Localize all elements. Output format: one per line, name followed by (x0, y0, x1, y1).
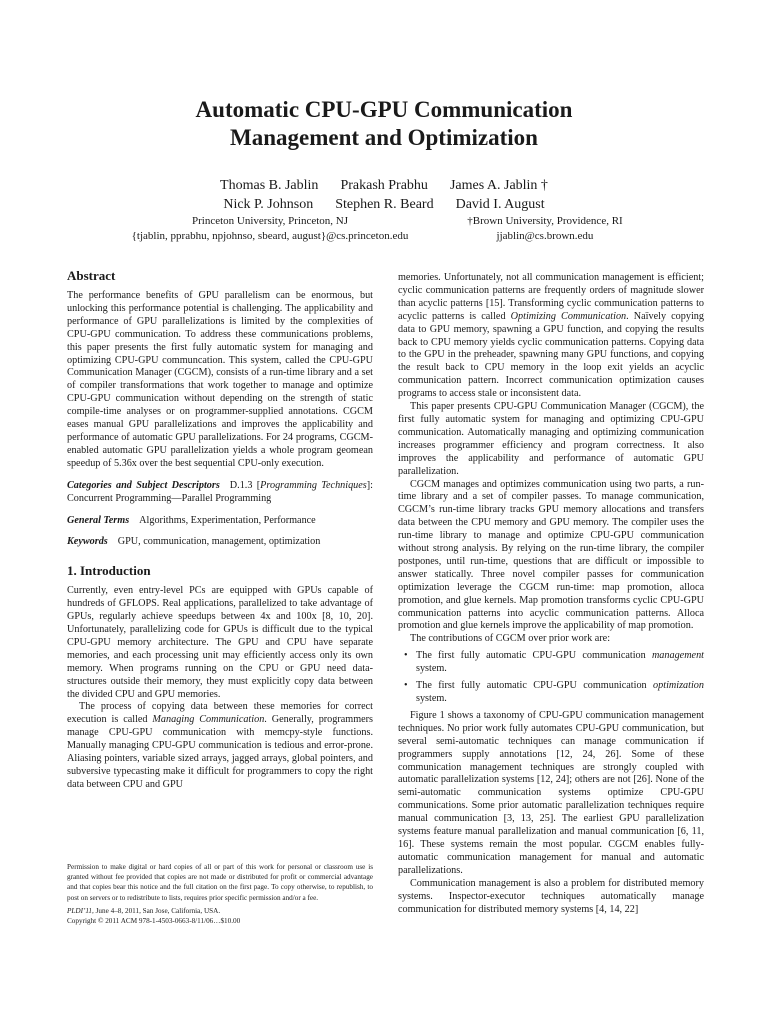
author-name: James A. Jablin † (449, 178, 548, 193)
categories-code: D.1.3 [ (229, 479, 261, 491)
paper-title (0, 96, 768, 152)
affiliation-emails: {tjablin, pprabhu, npjohnso, sbeard, august}@cs.princeton.edu (131, 230, 409, 242)
author-name: David I. August (455, 197, 545, 212)
general-terms-label: General Terms (67, 514, 130, 526)
author-row-2 (0, 195, 768, 214)
right-paragraph-4: The contributions of CGCM over prior work are: (410, 633, 611, 645)
author-block (0, 176, 768, 214)
keywords-value: GPU, communication, management, optimization (117, 536, 321, 548)
right-paragraph-5: Figure 1 shows a taxonomy of CPU-GPU communication management techniques. No prior work fully automates CPU-GPU communication, but several semi-automatic techniques can manage communication if programmers supply annotations [12, 24, 26]. Some of these communication management techniques are strongly coupled with automatic parallelization systems [12, 24]; others are not [26]. None of the semi-automatic communication systems optimize CPU-GPU communications. Some prior automatic parallelization techniques require manual communication [3, 13, 25]. The earliest GPU parallelization systems feature manual parallelization and manual communication [6, 11, 16]. These systems remain the most popular. CGCM enables fully-automatic communication management for manual and automatic parallelizations. (398, 709, 704, 876)
right-paragraph-3: CGCM manages and optimizes communication using two parts, a run-time library and a set of compiler passes. To manage communication, CGCM’s run-time library tracks GPU memory allocations and transfers data between the CPU memory and GPU memory. The compiler uses the run-time library to manage and optimize CPU-GPU communication without strong analysis. By relying on the run-time library, the compiler postpones, until run-time, questions that are difficult or impossible to answer statically. Three novel compiler passes for communication optimization leverage the CGCM run-time: map promotion, alloca promotion, and glue kernels. Map promotion transforms cyclic CPU-GPU communication patterns into acyclic communication patterns. Alloca promotion and glue kernels improve the applicability of map promotion. (398, 478, 704, 632)
abstract-text: The performance benefits of GPU parallelism can be enormous, but unlocking this performance potential is challenging. The applicability and performance of GPU parallelizations is limited by the complexities of CPU-GPU communication. To address these communications problems, this paper presents the first fully automatic system for managing and optimizing CPU-GPU communcation. This system, called the CPU-GPU Communication Manager (CGCM), consists of a run-time library and a set of compiler transformations that work together to manage and optimize CPU-GPU communication without depending on the strength of static compile-time analyses or on programmer-supplied annotations. CGCM eases manual GPU parallelizations and improves the applicability and performance of automatic GPU parallelizations. For 24 programs, CGCM-enabled automatic GPU parallelization yields a whole program geomean speedup of 5.36x over the best sequential CPU-only execution. (67, 290, 373, 469)
conference-detail: June 4–8, 2011, San Jose, California, USA. (95, 906, 221, 915)
author-name: Thomas B. Jablin (220, 178, 319, 193)
author-name: Prakash Prabhu (340, 178, 428, 193)
intro-paragraph-2: The process of copying data between these memories for correct execution is called Managing Communication. Generally, programmers manage CPU-GPU communication with memcpy-style functions. Manually managing CPU-GPU communication is tedious and error-prone. Aliasing pointers, variable sized arrays, jagged arrays, global pointers, and subversive typecasting make it difficult for programmers to copy the right data between CPU and GPU (67, 701, 374, 790)
affiliation-institution: †Brown University, Providence, RI (467, 215, 623, 227)
introduction-heading: 1. Introduction (67, 563, 151, 579)
left-column (67, 268, 373, 792)
right-paragraph-2: This paper presents CPU-GPU Communication Manager (CGCM), the first fully automatic system for managing and optimizing CPU-GPU communication. Automatically managing and optimizing communication increases programmer efficiency and program correctness. It also improves the applicability and performance of automatic GPU parallelization. (398, 401, 704, 477)
intro-paragraph-1: Currently, even entry-level PCs are equipped with GPUs capable of hundreds of GFLOPS. Real applications, parallelized to take advantage of GPUs, regularly achieve speedups between 4x and 100x [8, 10, 20]. Unfortunately, parallelizing code for GPUs is difficult due to the typical CPU-GPU memory architecture. The GPU and CPU have separate memories, and each processing unit may efficiently access only its own memory. When programs running on the CPU or GPU need data-structures outside their memory, they must explicitly copy data between the divided CPU and GPU memories. (67, 585, 373, 700)
affiliation-princeton (100, 214, 440, 244)
conference-line (67, 906, 373, 916)
affiliation-institution: Princeton University, Princeton, NJ (191, 215, 348, 227)
conference-name: PLDI’11, (67, 906, 94, 915)
bullet-icon: • (404, 680, 408, 692)
categories-label: Categories and Subject Descriptors (67, 479, 220, 491)
keywords (67, 536, 373, 549)
abstract-heading: Abstract (67, 268, 116, 283)
author-name: Nick P. Johnson (223, 197, 314, 212)
general-terms-value: Algorithms, Experimentation, Performance (139, 514, 316, 526)
title-line-1: Automatic CPU-GPU Communication (195, 97, 573, 122)
permission-notice (67, 862, 373, 926)
keywords-label: Keywords (67, 536, 108, 548)
list-item: • The first fully automatic CPU-GPU communication management system. (404, 650, 704, 675)
author-name: Stephen R. Beard (335, 197, 434, 212)
right-column (398, 272, 704, 916)
permission-text: Permission to make digital or hard copies of all or part of this work for personal or classroom use is granted without fee provided that copies are not made or distributed for profit or commercial advantage and that copies bear this notice and the full citation on the first page. To copy otherwise, to republish, to post on servers or to redistribute to lists, requires prior specific permission and/or a fee. (67, 863, 373, 902)
list-item: • The first fully automatic CPU-GPU communication optimization system. (404, 680, 704, 704)
right-paragraph-6: Communication management is also a problem for distributed memory systems. Inspector-executor techniques automatically manage communication for distributed memory systems [4, 14, 22] (398, 877, 704, 915)
author-row-1 (0, 176, 768, 195)
affiliation-brown (440, 214, 650, 244)
contributions-list (398, 650, 704, 706)
categories-descriptors (67, 480, 373, 506)
categories-rest: ]: Concurrent Programming—Parallel Programming (67, 479, 373, 504)
general-terms (67, 515, 373, 528)
categories-topic: Programming Techniques (260, 479, 367, 491)
right-paragraph-1: memories. Unfortunately, not all communication management is efficient; cyclic communication patterns are frequently orders of magnitude slower than acyclic patterns [15]. Transforming cyclic communication patterns to acyclic patterns is called Optimizing Communication. Naïvely copying data to GPU memory, spawning a GPU function, and copying the results back to CPU memory yields cyclic communication patterns. Copying data to the GPU in the preheader, spawning many GPU functions, and copying the result back to CPU memory in the loop exit yields an acyclic communication pattern. Incorrect communication optimization causes programs to access stale or inconsistent data. (398, 272, 704, 400)
affiliation-email: jjablin@cs.brown.edu (496, 230, 594, 242)
title-line-2: Management and Optimization (230, 125, 538, 150)
copyright-line: Copyright © 2011 ACM 978-1-4503-0663-8/11/06…$10.00 (67, 917, 241, 926)
bullet-icon: • (404, 650, 408, 662)
